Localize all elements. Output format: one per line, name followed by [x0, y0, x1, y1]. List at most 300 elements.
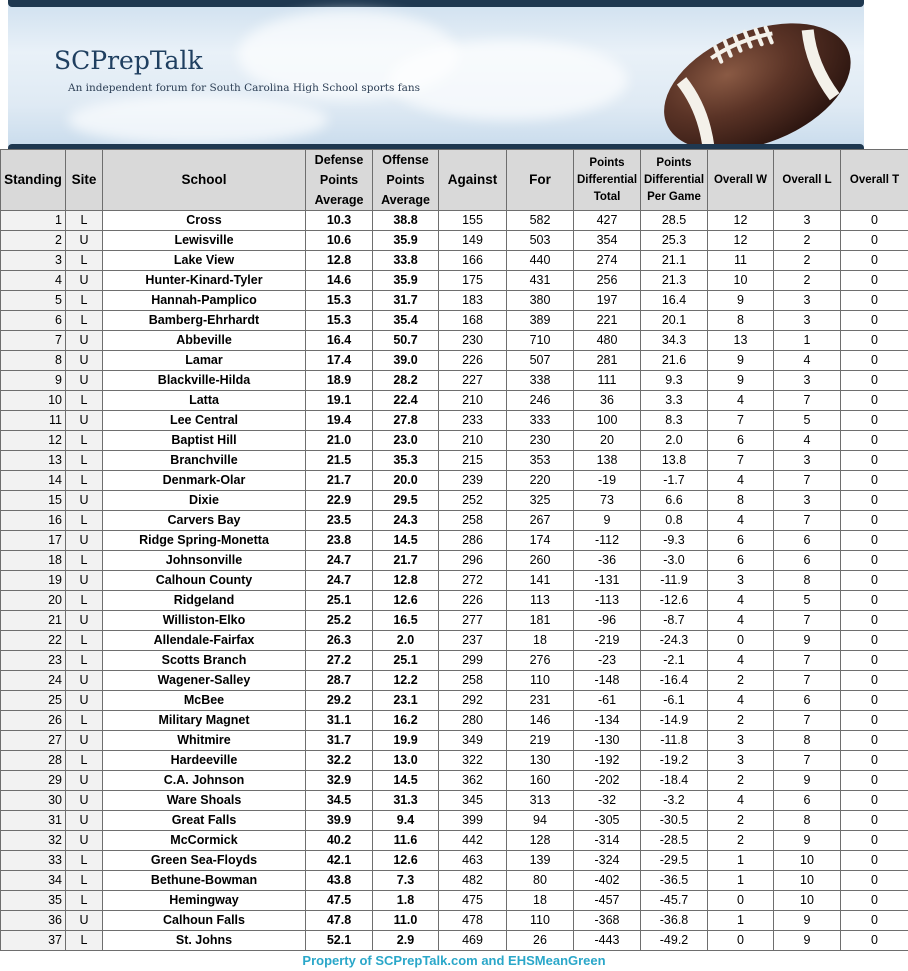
for-cell: 230 — [507, 431, 574, 451]
school-cell: Lee Central — [103, 411, 306, 431]
defense-average-cell: 26.3 — [306, 631, 373, 651]
site-cell: L — [66, 451, 103, 471]
differential-total-cell: 138 — [574, 451, 641, 471]
overall-w-cell: 7 — [708, 451, 774, 471]
defense-average-cell: 24.7 — [306, 551, 373, 571]
overall-w-cell: 4 — [708, 511, 774, 531]
standing-cell: 34 — [1, 871, 66, 891]
offense-average-cell: 50.7 — [373, 331, 439, 351]
differential-per-game-cell: -3.0 — [641, 551, 708, 571]
school-cell: Military Magnet — [103, 711, 306, 731]
defense-average-cell: 19.1 — [306, 391, 373, 411]
differential-per-game-cell: -16.4 — [641, 671, 708, 691]
differential-total-cell: 256 — [574, 271, 641, 291]
for-cell: 431 — [507, 271, 574, 291]
site-banner — [8, 0, 864, 150]
overall-w-cell: 6 — [708, 531, 774, 551]
for-cell: 353 — [507, 451, 574, 471]
against-cell: 226 — [439, 351, 507, 371]
overall-w-cell: 11 — [708, 251, 774, 271]
table-row — [1, 691, 908, 711]
overall-t-cell: 0 — [841, 711, 908, 731]
overall-l-cell: 6 — [774, 791, 841, 811]
against-cell: 210 — [439, 391, 507, 411]
against-cell: 215 — [439, 451, 507, 471]
site-cell: L — [66, 251, 103, 271]
school-cell: Calhoun Falls — [103, 911, 306, 931]
against-cell: 272 — [439, 571, 507, 591]
defense-average-cell: 18.9 — [306, 371, 373, 391]
site-cell: L — [66, 931, 103, 951]
overall-t-cell: 0 — [841, 291, 908, 311]
standing-cell: 28 — [1, 751, 66, 771]
overall-t-cell: 0 — [841, 251, 908, 271]
overall-w-cell: 4 — [708, 591, 774, 611]
defense-average-cell: 14.6 — [306, 271, 373, 291]
school-cell: Ridge Spring-Monetta — [103, 531, 306, 551]
table-header-row — [1, 150, 908, 211]
standing-cell: 29 — [1, 771, 66, 791]
differential-total-cell: 427 — [574, 211, 641, 231]
site-cell: U — [66, 571, 103, 591]
defense-average-cell: 10.6 — [306, 231, 373, 251]
differential-total-cell: 354 — [574, 231, 641, 251]
differential-total-cell: -457 — [574, 891, 641, 911]
overall-l-cell: 9 — [774, 931, 841, 951]
differential-per-game-cell: 2.0 — [641, 431, 708, 451]
offense-average-cell: 13.0 — [373, 751, 439, 771]
overall-t-cell: 0 — [841, 411, 908, 431]
overall-l-cell: 5 — [774, 591, 841, 611]
differential-per-game-cell: 9.3 — [641, 371, 708, 391]
site-cell: L — [66, 211, 103, 231]
for-cell: 219 — [507, 731, 574, 751]
differential-per-game-cell: -28.5 — [641, 831, 708, 851]
defense-average-cell: 23.8 — [306, 531, 373, 551]
school-cell: Lamar — [103, 351, 306, 371]
differential-per-game-cell: -19.2 — [641, 751, 708, 771]
defense-average-cell: 23.5 — [306, 511, 373, 531]
overall-l-cell: 7 — [774, 511, 841, 531]
differential-total-cell: -23 — [574, 651, 641, 671]
against-cell: 286 — [439, 531, 507, 551]
standing-cell: 35 — [1, 891, 66, 911]
football-icon — [644, 4, 854, 150]
school-cell: Cross — [103, 211, 306, 231]
table-row — [1, 371, 908, 391]
offense-average-cell: 28.2 — [373, 371, 439, 391]
offense-average-cell: 38.8 — [373, 211, 439, 231]
offense-average-cell: 35.9 — [373, 231, 439, 251]
defense-average-cell: 12.8 — [306, 251, 373, 271]
differential-total-cell: 100 — [574, 411, 641, 431]
site-cell: U — [66, 611, 103, 631]
overall-t-cell: 0 — [841, 311, 908, 331]
differential-per-game-cell: -12.6 — [641, 591, 708, 611]
overall-l-cell: 2 — [774, 271, 841, 291]
overall-l-cell: 6 — [774, 691, 841, 711]
overall-w-cell: 1 — [708, 911, 774, 931]
site-cell: L — [66, 651, 103, 671]
defense-average-cell: 27.2 — [306, 651, 373, 671]
for-cell: 276 — [507, 651, 574, 671]
overall-l-cell: 7 — [774, 711, 841, 731]
overall-w-cell: 9 — [708, 291, 774, 311]
offense-average-cell: 31.7 — [373, 291, 439, 311]
school-cell: St. Johns — [103, 931, 306, 951]
differential-per-game-cell: -36.5 — [641, 871, 708, 891]
offense-average-cell: 12.6 — [373, 851, 439, 871]
overall-w-cell: 13 — [708, 331, 774, 351]
header-overall-t: Overall T — [841, 150, 908, 211]
site-cell: L — [66, 511, 103, 531]
differential-per-game-cell: 3.3 — [641, 391, 708, 411]
overall-w-cell: 1 — [708, 871, 774, 891]
overall-w-cell: 0 — [708, 891, 774, 911]
table-row — [1, 651, 908, 671]
differential-per-game-cell: -6.1 — [641, 691, 708, 711]
offense-average-cell: 12.2 — [373, 671, 439, 691]
standing-cell: 25 — [1, 691, 66, 711]
standing-cell: 24 — [1, 671, 66, 691]
differential-total-cell: -61 — [574, 691, 641, 711]
standing-cell: 36 — [1, 911, 66, 931]
site-cell: U — [66, 731, 103, 751]
header-site: Site — [66, 150, 103, 211]
overall-w-cell: 8 — [708, 311, 774, 331]
standing-cell: 3 — [1, 251, 66, 271]
offense-average-cell: 14.5 — [373, 531, 439, 551]
differential-per-game-cell: -9.3 — [641, 531, 708, 551]
overall-w-cell: 4 — [708, 651, 774, 671]
overall-w-cell: 0 — [708, 631, 774, 651]
differential-total-cell: -443 — [574, 931, 641, 951]
overall-w-cell: 2 — [708, 811, 774, 831]
overall-l-cell: 7 — [774, 611, 841, 631]
offense-average-cell: 19.9 — [373, 731, 439, 751]
school-cell: Williston-Elko — [103, 611, 306, 631]
overall-l-cell: 7 — [774, 391, 841, 411]
site-cell: L — [66, 551, 103, 571]
standing-cell: 5 — [1, 291, 66, 311]
against-cell: 149 — [439, 231, 507, 251]
school-cell: McCormick — [103, 831, 306, 851]
for-cell: 246 — [507, 391, 574, 411]
school-cell: Branchville — [103, 451, 306, 471]
defense-average-cell: 32.9 — [306, 771, 373, 791]
differential-total-cell: 480 — [574, 331, 641, 351]
for-cell: 338 — [507, 371, 574, 391]
against-cell: 345 — [439, 791, 507, 811]
overall-w-cell: 9 — [708, 371, 774, 391]
overall-t-cell: 0 — [841, 691, 908, 711]
differential-total-cell: -192 — [574, 751, 641, 771]
school-cell: C.A. Johnson — [103, 771, 306, 791]
defense-average-cell: 29.2 — [306, 691, 373, 711]
standing-cell: 11 — [1, 411, 66, 431]
overall-l-cell: 2 — [774, 251, 841, 271]
defense-average-cell: 22.9 — [306, 491, 373, 511]
offense-average-cell: 1.8 — [373, 891, 439, 911]
table-row — [1, 331, 908, 351]
site-cell: L — [66, 291, 103, 311]
school-cell: Abbeville — [103, 331, 306, 351]
site-cell: L — [66, 631, 103, 651]
differential-total-cell: -368 — [574, 911, 641, 931]
overall-l-cell: 1 — [774, 331, 841, 351]
differential-per-game-cell: 25.3 — [641, 231, 708, 251]
for-cell: 582 — [507, 211, 574, 231]
for-cell: 139 — [507, 851, 574, 871]
differential-total-cell: -202 — [574, 771, 641, 791]
overall-w-cell: 7 — [708, 411, 774, 431]
school-cell: Johnsonville — [103, 551, 306, 571]
site-cell: L — [66, 891, 103, 911]
offense-average-cell: 20.0 — [373, 471, 439, 491]
offense-average-cell: 39.0 — [373, 351, 439, 371]
school-cell: Bethune-Bowman — [103, 871, 306, 891]
table-row — [1, 831, 908, 851]
differential-per-game-cell: 6.6 — [641, 491, 708, 511]
differential-total-cell: -130 — [574, 731, 641, 751]
school-cell: Great Falls — [103, 811, 306, 831]
footer-credit: Property of SCPrepTalk.com and EHSMeanGreen — [302, 953, 606, 968]
overall-l-cell: 4 — [774, 431, 841, 451]
site-tagline: An independent forum for South Carolina High School sports fans — [68, 82, 421, 94]
site-title: SCPrepTalk — [54, 46, 203, 75]
for-cell: 380 — [507, 291, 574, 311]
for-cell: 141 — [507, 571, 574, 591]
standings-body — [1, 211, 908, 951]
overall-t-cell: 0 — [841, 451, 908, 471]
against-cell: 183 — [439, 291, 507, 311]
against-cell: 237 — [439, 631, 507, 651]
differential-per-game-cell: 16.4 — [641, 291, 708, 311]
against-cell: 277 — [439, 611, 507, 631]
defense-average-cell: 42.1 — [306, 851, 373, 871]
overall-w-cell: 4 — [708, 611, 774, 631]
against-cell: 155 — [439, 211, 507, 231]
against-cell: 233 — [439, 411, 507, 431]
against-cell: 226 — [439, 591, 507, 611]
header-points-differential-per-game: Points Differential Per Game — [641, 150, 708, 211]
for-cell: 440 — [507, 251, 574, 271]
school-cell: Ware Shoals — [103, 791, 306, 811]
defense-average-cell: 52.1 — [306, 931, 373, 951]
against-cell: 482 — [439, 871, 507, 891]
differential-total-cell: -219 — [574, 631, 641, 651]
against-cell: 299 — [439, 651, 507, 671]
standing-cell: 19 — [1, 571, 66, 591]
against-cell: 469 — [439, 931, 507, 951]
overall-t-cell: 0 — [841, 911, 908, 931]
site-cell: U — [66, 791, 103, 811]
overall-l-cell: 10 — [774, 851, 841, 871]
overall-t-cell: 0 — [841, 351, 908, 371]
school-cell: Dixie — [103, 491, 306, 511]
for-cell: 18 — [507, 631, 574, 651]
site-cell: U — [66, 531, 103, 551]
differential-total-cell: 221 — [574, 311, 641, 331]
defense-average-cell: 10.3 — [306, 211, 373, 231]
school-cell: Lake View — [103, 251, 306, 271]
school-cell: Bamberg-Ehrhardt — [103, 311, 306, 331]
for-cell: 160 — [507, 771, 574, 791]
standing-cell: 9 — [1, 371, 66, 391]
overall-w-cell: 3 — [708, 571, 774, 591]
overall-t-cell: 0 — [841, 751, 908, 771]
defense-average-cell: 15.3 — [306, 311, 373, 331]
differential-total-cell: -305 — [574, 811, 641, 831]
overall-l-cell: 7 — [774, 751, 841, 771]
offense-average-cell: 23.1 — [373, 691, 439, 711]
against-cell: 230 — [439, 331, 507, 351]
differential-total-cell: -148 — [574, 671, 641, 691]
defense-average-cell: 21.0 — [306, 431, 373, 451]
standing-cell: 22 — [1, 631, 66, 651]
for-cell: 220 — [507, 471, 574, 491]
site-cell: U — [66, 331, 103, 351]
overall-w-cell: 2 — [708, 671, 774, 691]
for-cell: 80 — [507, 871, 574, 891]
against-cell: 168 — [439, 311, 507, 331]
differential-per-game-cell: -45.7 — [641, 891, 708, 911]
header-overall-l: Overall L — [774, 150, 841, 211]
defense-average-cell: 16.4 — [306, 331, 373, 351]
table-row — [1, 751, 908, 771]
overall-w-cell: 9 — [708, 351, 774, 371]
site-cell: U — [66, 671, 103, 691]
overall-t-cell: 0 — [841, 211, 908, 231]
overall-w-cell: 8 — [708, 491, 774, 511]
standings-table — [0, 149, 908, 951]
table-row — [1, 211, 908, 231]
site-cell: L — [66, 311, 103, 331]
table-row — [1, 911, 908, 931]
school-cell: McBee — [103, 691, 306, 711]
school-cell: Hannah-Pamplico — [103, 291, 306, 311]
standing-cell: 8 — [1, 351, 66, 371]
site-cell: U — [66, 691, 103, 711]
offense-average-cell: 27.8 — [373, 411, 439, 431]
overall-l-cell: 3 — [774, 211, 841, 231]
standing-cell: 27 — [1, 731, 66, 751]
overall-l-cell: 8 — [774, 811, 841, 831]
overall-t-cell: 0 — [841, 551, 908, 571]
table-row — [1, 571, 908, 591]
table-row — [1, 551, 908, 571]
overall-t-cell: 0 — [841, 791, 908, 811]
table-row — [1, 811, 908, 831]
table-row — [1, 731, 908, 751]
overall-l-cell: 10 — [774, 871, 841, 891]
standing-cell: 14 — [1, 471, 66, 491]
defense-average-cell: 17.4 — [306, 351, 373, 371]
table-row — [1, 791, 908, 811]
differential-per-game-cell: 8.3 — [641, 411, 708, 431]
defense-average-cell: 43.8 — [306, 871, 373, 891]
differential-per-game-cell: -2.1 — [641, 651, 708, 671]
banner-cloud — [68, 95, 328, 145]
overall-w-cell: 6 — [708, 431, 774, 451]
for-cell: 128 — [507, 831, 574, 851]
offense-average-cell: 22.4 — [373, 391, 439, 411]
overall-l-cell: 6 — [774, 531, 841, 551]
for-cell: 333 — [507, 411, 574, 431]
standing-cell: 17 — [1, 531, 66, 551]
against-cell: 258 — [439, 511, 507, 531]
school-cell: Scotts Branch — [103, 651, 306, 671]
overall-w-cell: 6 — [708, 551, 774, 571]
header-points-differential-total: Points Differential Total — [574, 150, 641, 211]
differential-total-cell: -32 — [574, 791, 641, 811]
for-cell: 507 — [507, 351, 574, 371]
differential-per-game-cell: -30.5 — [641, 811, 708, 831]
table-row — [1, 431, 908, 451]
defense-average-cell: 25.1 — [306, 591, 373, 611]
against-cell: 252 — [439, 491, 507, 511]
overall-w-cell: 4 — [708, 471, 774, 491]
table-row — [1, 891, 908, 911]
table-row — [1, 531, 908, 551]
overall-l-cell: 3 — [774, 451, 841, 471]
defense-average-cell: 21.7 — [306, 471, 373, 491]
header-for: For — [507, 150, 574, 211]
site-cell: U — [66, 911, 103, 931]
site-cell: L — [66, 751, 103, 771]
overall-w-cell: 4 — [708, 691, 774, 711]
defense-average-cell: 31.1 — [306, 711, 373, 731]
overall-w-cell: 4 — [708, 391, 774, 411]
standing-cell: 18 — [1, 551, 66, 571]
school-cell: Latta — [103, 391, 306, 411]
defense-average-cell: 28.7 — [306, 671, 373, 691]
standing-cell: 12 — [1, 431, 66, 451]
differential-per-game-cell: -14.9 — [641, 711, 708, 731]
for-cell: 325 — [507, 491, 574, 511]
overall-t-cell: 0 — [841, 631, 908, 651]
school-cell: Lewisville — [103, 231, 306, 251]
overall-t-cell: 0 — [841, 531, 908, 551]
site-cell: L — [66, 391, 103, 411]
differential-total-cell: 197 — [574, 291, 641, 311]
overall-t-cell: 0 — [841, 871, 908, 891]
for-cell: 94 — [507, 811, 574, 831]
standing-cell: 7 — [1, 331, 66, 351]
differential-total-cell: -131 — [574, 571, 641, 591]
defense-average-cell: 31.7 — [306, 731, 373, 751]
table-row — [1, 671, 908, 691]
differential-total-cell: 9 — [574, 511, 641, 531]
for-cell: 110 — [507, 671, 574, 691]
overall-t-cell: 0 — [841, 811, 908, 831]
defense-average-cell: 19.4 — [306, 411, 373, 431]
site-cell: U — [66, 411, 103, 431]
differential-per-game-cell: -29.5 — [641, 851, 708, 871]
differential-total-cell: 73 — [574, 491, 641, 511]
standing-cell: 13 — [1, 451, 66, 471]
table-row — [1, 391, 908, 411]
for-cell: 313 — [507, 791, 574, 811]
standing-cell: 4 — [1, 271, 66, 291]
against-cell: 227 — [439, 371, 507, 391]
overall-l-cell: 9 — [774, 771, 841, 791]
table-row — [1, 411, 908, 431]
table-row — [1, 871, 908, 891]
offense-average-cell: 7.3 — [373, 871, 439, 891]
overall-l-cell: 2 — [774, 231, 841, 251]
differential-per-game-cell: -8.7 — [641, 611, 708, 631]
